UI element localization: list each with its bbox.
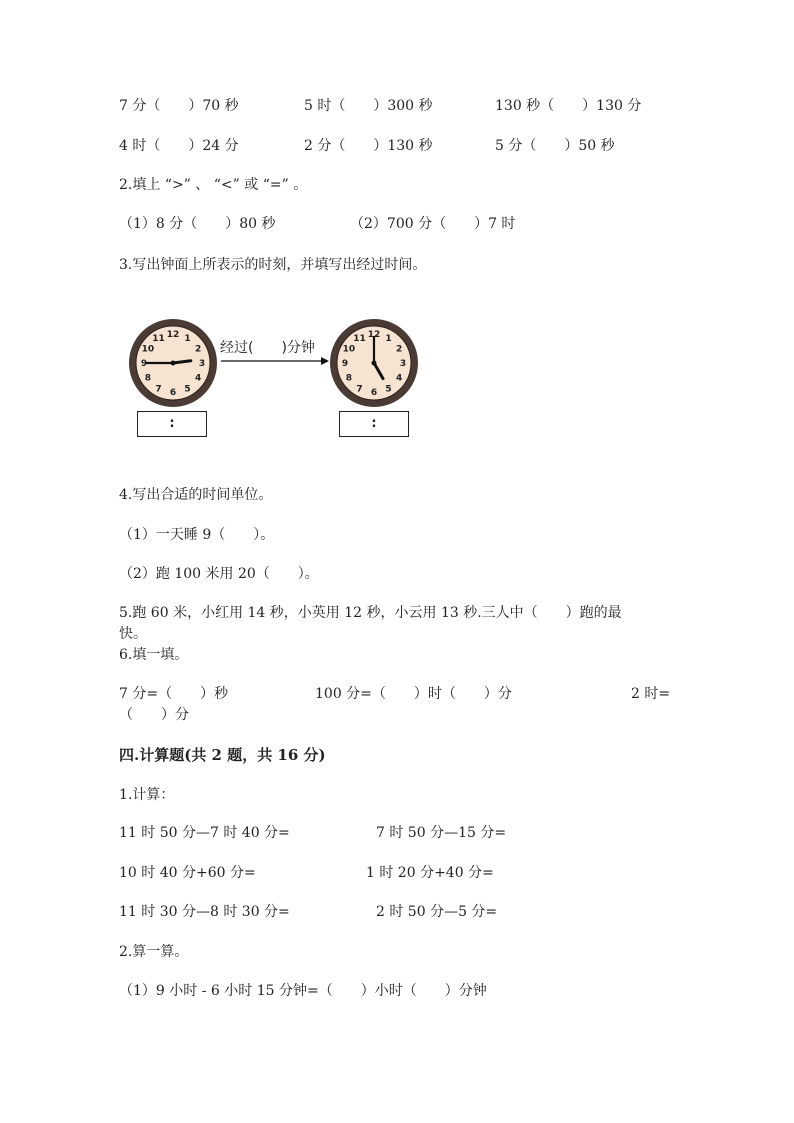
question-title: 2.算一算。 — [119, 944, 189, 960]
clock-number: 4 — [395, 373, 403, 384]
question-item: （ ）分 — [119, 707, 189, 723]
clock-number: 12 — [367, 330, 381, 341]
clock-number: 12 — [166, 330, 180, 341]
question-item: 2 时= — [631, 686, 671, 702]
compare-item: 4 时（ ）24 分 — [119, 138, 239, 154]
clock-number: 7 — [155, 384, 162, 395]
question-title: 3.写出钟面上所表示的时刻，并填写出经过时间。 — [119, 257, 427, 273]
question-item: 100 分=（ ）时（ ）分 — [315, 686, 512, 702]
question-title: 4.写出合适的时间单位。 — [119, 487, 273, 503]
clock-number: 9 — [341, 359, 349, 370]
elapsed-label: 经过( )分钟 — [220, 340, 315, 356]
compare-item: 5 时（ ）300 秒 — [304, 98, 433, 114]
clock-number: 10 — [342, 344, 356, 355]
clock-number: 8 — [144, 373, 152, 384]
question-title: 1.计算： — [119, 787, 175, 803]
clock-number: 11 — [353, 334, 366, 345]
clock-number: 2 — [395, 344, 403, 355]
compare-item: 2 分（ ）130 秒 — [304, 138, 433, 154]
clock-number: 1 — [385, 334, 392, 345]
time-answer-box-right[interactable]: : — [339, 411, 409, 437]
calc-item: 2 时 50 分—5 分= — [376, 904, 498, 920]
question-item: （1）9 小时 - 6 小时 15 分钟=（ ）小时（ ）分钟 — [119, 983, 487, 999]
clock-number: 6 — [169, 388, 177, 399]
clock-number: 9 — [140, 359, 148, 370]
question-title: 2.填上 “>” 、 “<” 或 “=” 。 — [119, 177, 308, 193]
question-item: （1）一天睡 9（ ）。 — [119, 527, 275, 543]
clock-left — [127, 317, 219, 409]
calc-item: 1 时 20 分+40 分= — [366, 865, 494, 881]
question-title: 6.填一填。 — [119, 647, 189, 663]
calc-item: 11 时 50 分—7 时 40 分= — [119, 825, 290, 841]
clock-number: 5 — [385, 384, 392, 395]
clock-number: 3 — [198, 359, 206, 370]
calc-item: 10 时 40 分+60 分= — [119, 865, 256, 881]
clock-number: 5 — [184, 384, 191, 395]
clock-number: 1 — [184, 334, 191, 345]
question-text: 5.跑 60 米，小红用 14 秒，小英用 12 秒，小云用 13 秒.三人中（ ）跑的最 — [119, 605, 622, 621]
clock-right — [328, 317, 420, 409]
question-item: 7 分=（ ）秒 — [119, 686, 229, 702]
clock-number: 8 — [345, 373, 353, 384]
calc-item: 7 时 50 分—15 分= — [376, 825, 507, 841]
compare-item: 5 分（ ）50 秒 — [495, 138, 615, 154]
clock-number: 10 — [141, 344, 155, 355]
question-text: 快。 — [119, 626, 147, 642]
clock-number: 11 — [152, 334, 165, 345]
clock-number: 4 — [194, 373, 202, 384]
time-answer-box-left[interactable]: : — [137, 411, 207, 437]
compare-item: 7 分（ ）70 秒 — [119, 98, 239, 114]
clock-number: 2 — [194, 344, 202, 355]
clock-number: 3 — [399, 359, 407, 370]
question-item: （2）跑 100 米用 20（ ）。 — [119, 566, 319, 582]
section-heading: 四.计算题(共 2 题，共 16 分) — [119, 746, 326, 764]
clock-number: 7 — [356, 384, 363, 395]
compare-item: 130 秒（ ）130 分 — [495, 98, 642, 114]
question-item: （2）700 分（ ）7 时 — [350, 216, 516, 232]
clock-number: 6 — [370, 388, 378, 399]
question-item: （1）8 分（ ）80 秒 — [119, 216, 276, 232]
calc-item: 11 时 30 分—8 时 30 分= — [119, 904, 290, 920]
